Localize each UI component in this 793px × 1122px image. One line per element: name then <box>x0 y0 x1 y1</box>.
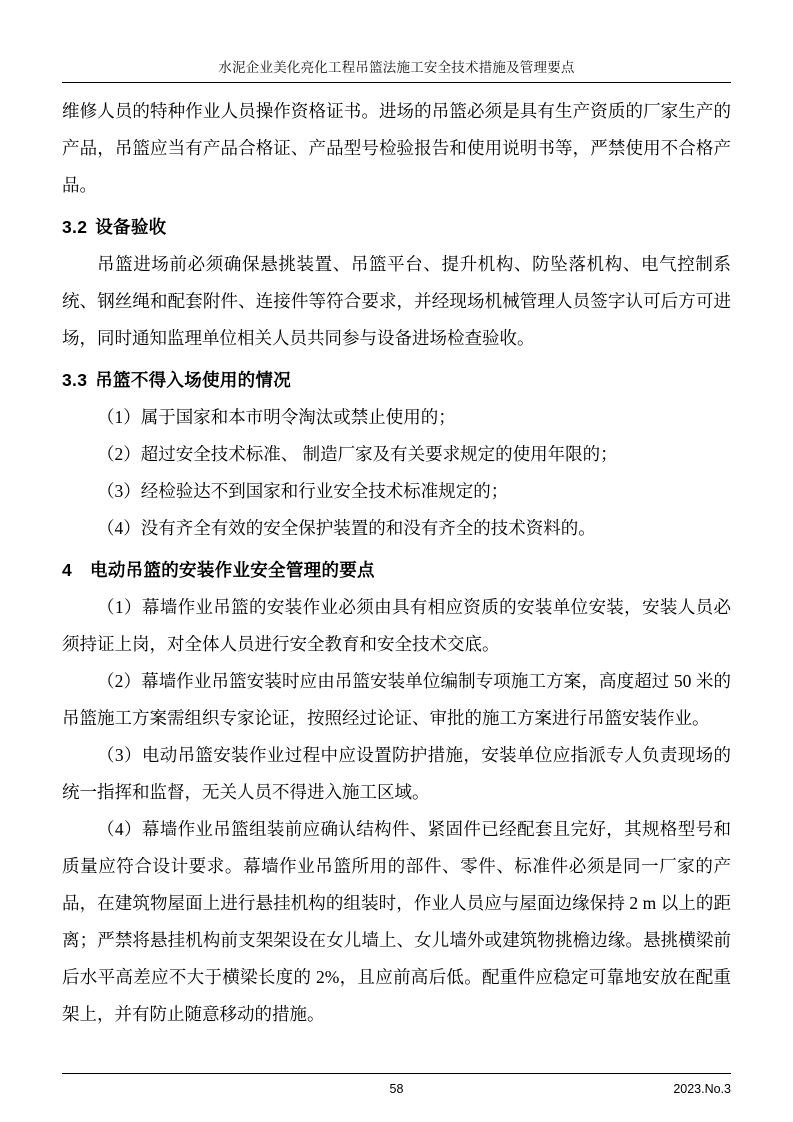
footer-row <box>62 1082 731 1096</box>
section-heading-3-2 <box>62 210 731 244</box>
issue-label: 2023.No.3 <box>673 1082 731 1096</box>
section-title: 电动吊篮的安装作业安全管理的要点 <box>90 560 375 580</box>
page-number: 58 <box>389 1082 404 1096</box>
list-item: （2）超过安全技术标准、 制造厂家及有关要求规定的使用年限的； <box>97 444 618 464</box>
paragraph-install-1: （1）幕墙作业吊篮的安装作业必须由具有相应资质的安装单位安装，安装人员必须持证上岗，对全体人员进行安全教育和安全技术交底。 <box>62 597 731 654</box>
list-item: （1）属于国家和本市明令淘汰或禁止使用的； <box>97 407 456 427</box>
paragraph-continuation: 维修人员的特种作业人员操作资格证书。进场的吊篮必须是具有生产资质的厂家生产的产品，吊篮应当有产品合格证、产品型号检验报告和使用说明书等，严禁使用不合格产品。 <box>62 101 731 195</box>
section-number: 3.2 <box>62 217 88 237</box>
page-footer <box>62 1073 731 1096</box>
list-item: （4）没有齐全有效的安全保护装置的和没有齐全的技术资料的。 <box>97 518 596 538</box>
paragraph-install-3: （3）电动吊篮安装作业过程中应设置防护措施，安装单位应指派专人负责现场的统一指挥和监督，无关人员不得进入施工区域。 <box>62 745 731 802</box>
list-item: （3）经检验达不到国家和行业安全技术标准规定的； <box>97 481 509 501</box>
section-heading-3-3 <box>62 363 731 397</box>
body-text <box>62 93 731 1033</box>
section-title: 设备验收 <box>95 217 167 237</box>
footer-divider <box>62 1073 731 1074</box>
section-heading-4 <box>62 553 731 587</box>
section-number: 3.3 <box>62 370 88 390</box>
header-divider <box>62 82 731 83</box>
section-title: 吊篮不得入场使用的情况 <box>95 370 292 390</box>
paragraph-equipment-acceptance: 吊篮进场前必须确保悬挑装置、吊篮平台、提升机构、防坠落机构、电气控制系统、钢丝绳和配套附件、连接件等符合要求，并经现场机械管理人员签字认可后方可进场，同时通知监理单位相关人员共同参与设备进场检查验收。 <box>62 254 731 348</box>
paragraph-install-4: （4）幕墙作业吊篮组装前应确认结构件、紧固件已经配套且完好，其规格型号和质量应符合设计要求。幕墙作业吊篮所用的部件、零件、标准件必须是同一厂家的产品，在建筑物屋面上进行悬挂机构的组装时，作业人员应与屋面边缘保持 2 m 以上的距离；严禁将悬挂机构前支架架设在女儿墙上、女儿墙外或建筑物挑檐边缘。悬挑横梁前后水平高差应不大于横梁长度的 2%，且应前高后低。配重件应稳定可靠地安放在配重架上，并有防止随意移动的措施。 <box>62 819 731 1024</box>
running-header: 水泥企业美化亮化工程吊篮法施工安全技术措施及管理要点 <box>218 60 575 75</box>
section-number: 4 <box>62 560 73 580</box>
page-content <box>62 56 731 1082</box>
paragraph-install-2: （2）幕墙作业吊篮安装时应由吊篮安装单位编制专项施工方案，高度超过 50 米的吊篮施工方案需组织专家论证，按照经过论证、审批的施工方案进行吊篮安装作业。 <box>62 671 731 728</box>
